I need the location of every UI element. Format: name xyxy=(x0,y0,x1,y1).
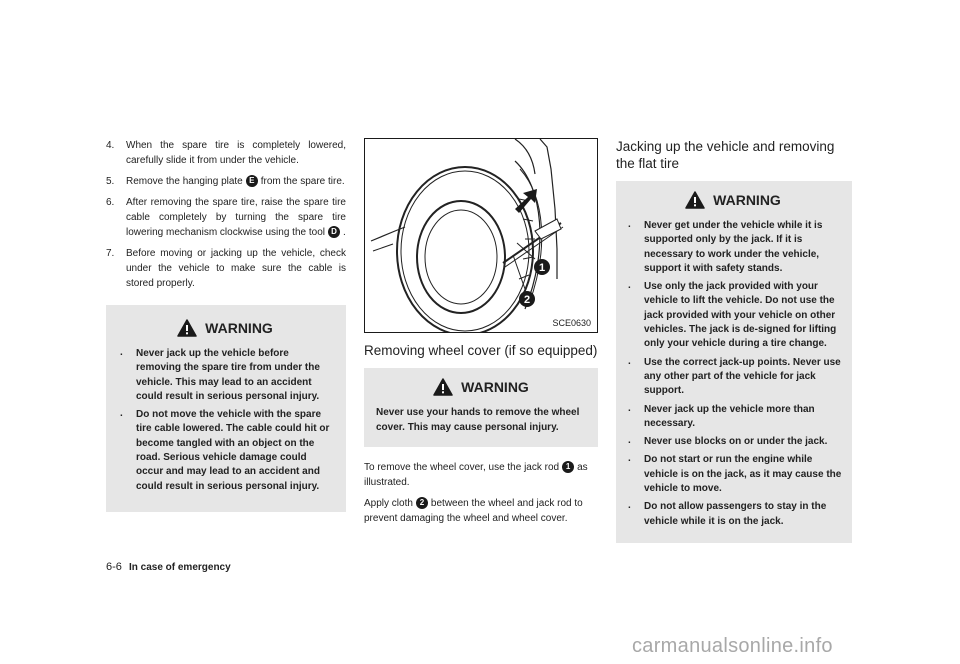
warning-triangle-icon xyxy=(433,378,453,396)
ref-marker-1: 1 xyxy=(562,461,574,473)
step-6: 6. After removing the spare tire, raise the spare tire cable completely by turning the spare tire lowering mechanism clockwise using the tool D . xyxy=(106,197,346,238)
warning-box-spare-tire xyxy=(106,305,346,512)
warning-item: . Do not allow passengers to stay in the vehicle while it is on the jack. xyxy=(624,500,842,529)
right-column xyxy=(616,138,852,543)
step-5: 5. Remove the hanging plate E from the spare tire. xyxy=(106,176,345,187)
middle-column xyxy=(364,138,598,532)
callout-2: 2 xyxy=(523,294,531,306)
warning-triangle-icon xyxy=(177,319,197,337)
paragraph-cloth: Apply cloth 2 between the wheel and jack rod to prevent damaging the wheel and wheel cover. xyxy=(364,498,583,524)
callout-1: 1 xyxy=(538,262,546,274)
warning-item: . Never jack up the vehicle before removing the spare tire from under the vehicle. This may lead to an accident could result in serious personal injury. xyxy=(116,347,334,404)
chapter-title: In case of emergency xyxy=(128,562,231,573)
warning-item: . Never jack up the vehicle more than necessary. xyxy=(624,403,842,432)
warning-box-jacking xyxy=(616,181,852,543)
warning-box-wheel-cover xyxy=(364,368,598,447)
page-number: 6-6 xyxy=(106,561,122,573)
warning-item: . Use the correct jack-up points. Never use any other part of the vehicle for jack support. xyxy=(624,356,842,399)
warning-item: . Never get under the vehicle while it is supported only by the jack. If it is necessary to work under the vehicle, support it with safety stands. xyxy=(624,219,842,276)
figure-code: SCE0630 xyxy=(552,318,591,328)
section-heading-wheel-cover: Removing wheel cover (if so equipped) xyxy=(364,343,598,358)
step-4: 4. When the spare tire is completely lowered, carefully slide it from under the vehicle. xyxy=(106,140,346,166)
page-footer xyxy=(106,561,231,573)
warning-item: . Do not move the vehicle with the spare tire cable lowered. The cable could hit or become tangled with an object on the road. Serious vehicle damage could occur and may lead to an accident and could result in serious personal injury. xyxy=(116,408,334,494)
warning-title: WARNING xyxy=(713,192,781,208)
warning-triangle-icon xyxy=(685,191,705,209)
wheel-cover-drawing xyxy=(365,139,597,332)
ref-marker-d: D xyxy=(328,226,340,238)
warning-item: . Do not start or run the engine while vehicle is on the jack, as it may cause the vehicle to move. xyxy=(624,453,842,496)
ref-marker-2: 2 xyxy=(416,497,428,509)
step-7: 7. Before moving or jacking up the vehicle, check under the vehicle to make sure the cable is stored properly. xyxy=(106,248,346,289)
warning-title: WARNING xyxy=(205,320,273,336)
wheel-cover-illustration xyxy=(364,138,598,333)
warning-text: Never use your hands to remove the wheel cover. This may cause personal injury. xyxy=(376,407,580,433)
ref-marker-e: E xyxy=(246,175,258,187)
warning-title: WARNING xyxy=(461,379,529,395)
spare-tire-steps xyxy=(106,138,346,291)
section-heading-jacking-up: Jacking up the vehicle and removing the flat tire xyxy=(616,139,835,171)
left-column xyxy=(106,138,346,512)
warning-item: . Never use blocks on or under the jack. xyxy=(624,435,842,449)
watermark: carmanualsonline.info xyxy=(632,635,833,657)
warning-item: . Use only the jack provided with your vehicle to lift the vehicle. Do not use the jack provided with your vehicle on other vehicles. The jack is de-signed for lifting only your vehicle during a tire change. xyxy=(624,280,842,351)
paragraph-jack-rod: To remove the wheel cover, use the jack rod 1 as illustrated. xyxy=(364,462,588,488)
